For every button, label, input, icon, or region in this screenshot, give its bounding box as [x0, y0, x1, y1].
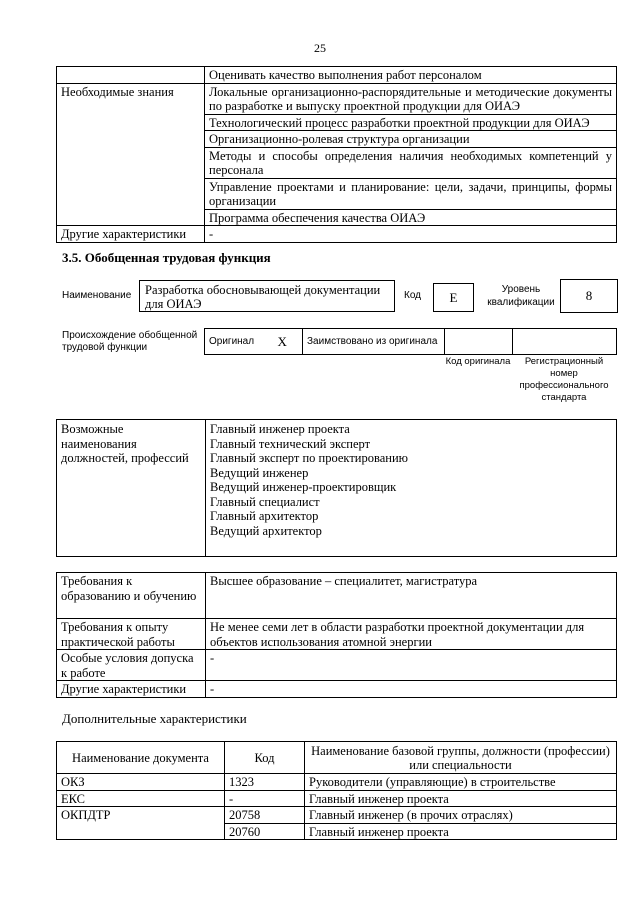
- requirement-value: -: [206, 681, 617, 698]
- knowledge-item: Методы и способы определения наличия необходимых компетенций у персонала: [205, 147, 617, 178]
- code-original-cell: [445, 329, 513, 355]
- name-label: Наименование: [62, 290, 132, 301]
- table-row: [57, 420, 617, 557]
- empty-cell: [57, 67, 205, 84]
- requirement-label: Требования к образованию и обучению: [57, 573, 206, 619]
- borrowed-label: Заимствовано из оригинала: [303, 329, 445, 355]
- table-row: [57, 681, 617, 698]
- code-cell: -: [225, 790, 305, 807]
- requirement-value: -: [206, 650, 617, 681]
- table-row: [57, 807, 617, 824]
- table-row: [57, 226, 617, 243]
- name-cell: Главный инженер проекта: [305, 790, 617, 807]
- name-cell: Главный инженер проекта: [305, 823, 617, 840]
- position-item: Главный инженер проекта: [210, 422, 350, 436]
- requirement-value: Высшее образование – специалитет, магистратура: [206, 573, 617, 619]
- knowledge-item: Технологический процесс разработки проектной продукции для ОИАЭ: [205, 114, 617, 131]
- skill-cell: Оценивать качество выполнения работ персоналом: [205, 67, 617, 84]
- additional-title: Дополнительные характеристики: [62, 711, 247, 726]
- header-code: Код: [225, 742, 305, 774]
- doc-cell: ЕКС: [57, 790, 225, 807]
- level-value: 8: [560, 279, 618, 313]
- table-header-row: [57, 742, 617, 774]
- code-label: Код: [404, 290, 422, 301]
- code-cell: 20758: [225, 807, 305, 824]
- doc-cell: ОКЗ: [57, 774, 225, 791]
- name-value: Разработка обосновывающей документации для ОИАЭ: [145, 283, 381, 311]
- reg-number-caption: Регистрационный номер профессионального стандарта: [519, 356, 609, 403]
- positions-list: [206, 420, 617, 557]
- origin-table: [204, 328, 617, 355]
- other-value: -: [205, 226, 617, 243]
- requirements-table: [56, 572, 617, 698]
- table-row: [57, 619, 617, 650]
- requirement-value: Не менее семи лет в области разработки проектной документации для объектов использования атомной энергии: [206, 619, 617, 650]
- header-doc: Наименование документа: [57, 742, 225, 774]
- requirement-label: Особые условия допуска к работе: [57, 650, 206, 681]
- origin-label: Происхождение обобщенной трудовой функции: [62, 330, 198, 353]
- header-name: Наименование базовой группы, должности (профессии) или специальности: [305, 742, 617, 774]
- code-original-caption: Код оригинала: [445, 356, 511, 367]
- table-row: [205, 329, 617, 355]
- code-cell: 20760: [225, 823, 305, 840]
- knowledge-table: [56, 66, 617, 243]
- requirement-label: Требования к опыту практической работы: [57, 619, 206, 650]
- name-box: [139, 280, 395, 312]
- name-cell: Руководители (управляющие) в строительстве: [305, 774, 617, 791]
- position-item: Главный специалист: [210, 494, 320, 509]
- position-item: Главный эксперт по проектированию: [210, 451, 408, 465]
- table-row: [57, 573, 617, 619]
- positions-label: Возможные наименования должностей, профессий: [57, 420, 206, 557]
- table-row: [57, 790, 617, 807]
- section-heading: 3.5. Обобщенная трудовая функция: [62, 250, 271, 265]
- level-label: Уровень квалификации: [487, 284, 555, 308]
- position-item: Ведущий инженер-проектировщик: [210, 480, 397, 494]
- name-cell: Главный инженер (в прочих отраслях): [305, 807, 617, 824]
- knowledge-item: Управление проектами и планирование: цели, задачи, принципы, формы организации: [205, 178, 617, 209]
- position-item: Главный архитектор: [210, 509, 319, 523]
- positions-table: [56, 419, 617, 557]
- knowledge-label: Необходимые знания: [57, 83, 205, 226]
- original-mark: X: [263, 329, 303, 355]
- code-cell: 1323: [225, 774, 305, 791]
- knowledge-item: Программа обеспечения качества ОИАЭ: [205, 209, 617, 226]
- reg-number-cell: [513, 329, 617, 355]
- table-row: [57, 650, 617, 681]
- other-label: Другие характеристики: [57, 226, 205, 243]
- additional-table: [56, 741, 617, 840]
- position-item: Ведущий инженер: [210, 465, 309, 480]
- table-row: [57, 83, 617, 114]
- position-item: Главный технический эксперт: [210, 436, 371, 451]
- knowledge-item: Организационно-ролевая структура организации: [205, 131, 617, 148]
- position-item: Ведущий архитектор: [210, 523, 322, 538]
- table-row: [57, 774, 617, 791]
- original-label: Оригинал: [205, 329, 263, 355]
- requirement-label: Другие характеристики: [57, 681, 206, 698]
- knowledge-item: Локальные организационно-распорядительные и методические документы по разработке и выпуску проектной продукции для ОИАЭ: [205, 83, 617, 114]
- table-row: [57, 67, 617, 84]
- page-number: 25: [314, 41, 326, 55]
- code-value: E: [433, 283, 474, 312]
- doc-cell: ОКПДТР: [57, 807, 225, 840]
